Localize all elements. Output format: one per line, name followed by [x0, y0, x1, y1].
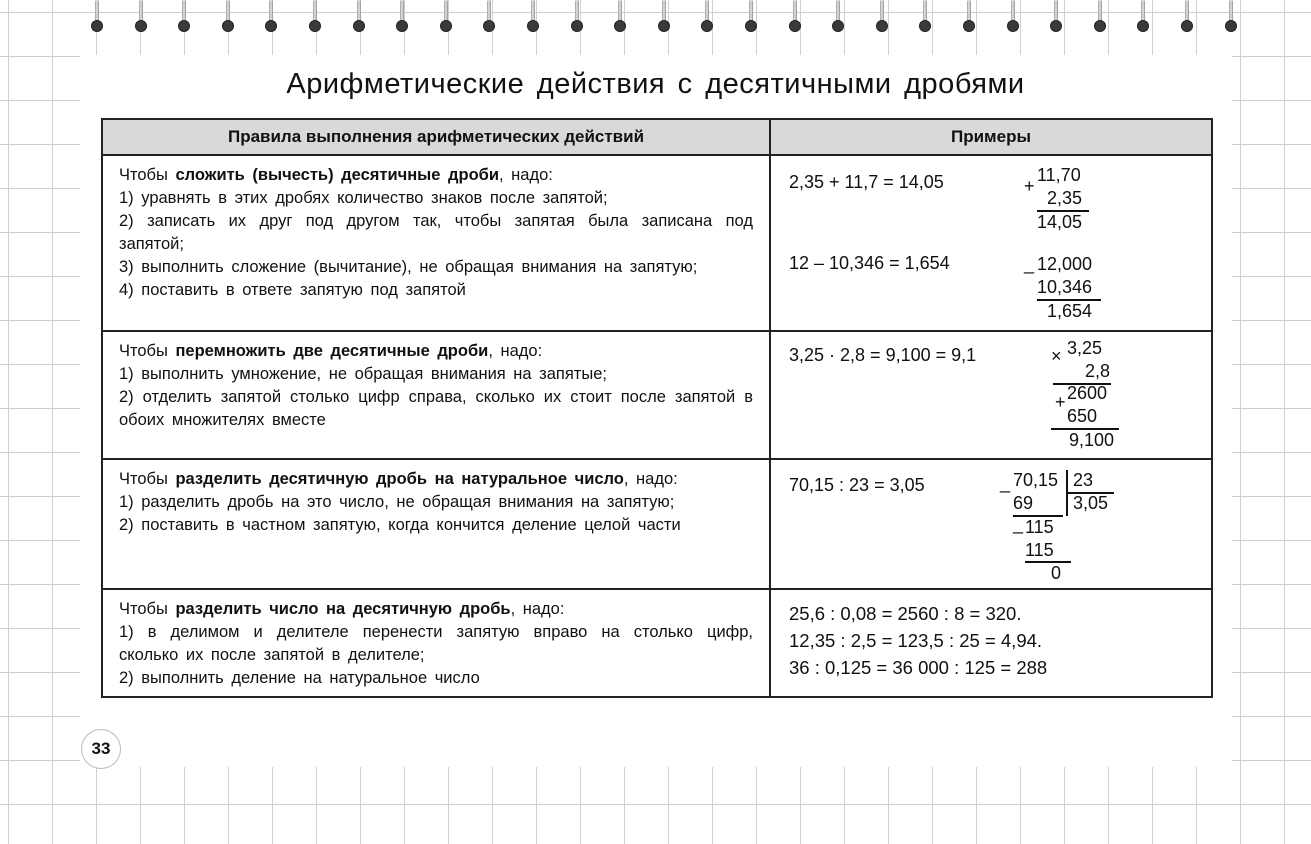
spiral-ring	[1224, 0, 1238, 34]
column-rule-line	[1025, 561, 1071, 563]
spiral-ring	[308, 0, 322, 34]
partial-product: 650	[1067, 406, 1098, 426]
rule-cell-addition: Чтобы сложить (вычесть) десятичные дроби, надо: 1) уравнять в этих дробях количество знаков после запятой; 2) записать их друг под другом так, чтобы запятая была записана под запятой; 3) выполнить сложение (вычитание), не обращая внимания на запятую; 4) поставить в ответе запятую под запятой	[102, 155, 770, 331]
rule-step: 4) поставить в ответе запятую под запятой	[119, 281, 466, 299]
spiral-ring	[482, 0, 496, 34]
page-number: 33	[81, 729, 121, 769]
header-examples: Примеры	[770, 119, 1212, 155]
rule-step: 2) записать их друг под другом так, чтобы запятая была записана под запятой;	[119, 212, 753, 253]
column-top: 11,70	[1037, 165, 1081, 185]
spiral-ring	[788, 0, 802, 34]
plus-sign: +	[1024, 176, 1035, 196]
example-cell-multiplication	[770, 331, 1212, 459]
spiral-ring	[352, 0, 366, 34]
example-equation: 12 – 10,346 = 1,654	[789, 253, 950, 273]
example-cell-division-decimal	[770, 589, 1212, 697]
minus-sign: _	[1024, 254, 1035, 274]
spiral-ring	[1136, 0, 1150, 34]
remainder: 115	[1025, 517, 1054, 537]
example-equation: 70,15 : 23 = 3,05	[789, 475, 925, 495]
table-row	[102, 155, 1212, 331]
column-top: 3,25	[1067, 338, 1103, 358]
spiral-ring	[831, 0, 845, 34]
spiral-ring	[918, 0, 932, 34]
spiral-ring	[439, 0, 453, 34]
column-top: 12,000	[1037, 254, 1093, 274]
minus-sign: _	[1000, 473, 1011, 493]
rule-cell-division-decimal: Чтобы разделить число на десятичную дробь, надо: 1) в делимом и делителе перенести запятую вправо на столько цифр, сколько их после запятой в делителе; 2) выполнить деление на натуральное число	[102, 589, 770, 697]
column-bottom: 2,35	[1047, 188, 1083, 208]
multiply-sign: ×	[1051, 346, 1062, 366]
spiral-ring	[570, 0, 584, 34]
spiral-ring	[875, 0, 889, 34]
spiral-ring	[700, 0, 714, 34]
example-equation: 12,35 : 2,5 = 123,5 : 25 = 4,94.	[789, 630, 1043, 651]
partial-product: 2600	[1067, 383, 1108, 403]
page-title: Арифметические действия с десятичными дробями	[286, 68, 1025, 100]
header-rules: Правила выполнения арифметических действий	[102, 119, 770, 155]
spiral-ring	[1006, 0, 1020, 34]
column-result: 9,100	[1069, 430, 1115, 450]
rule-step: 2) отделить запятой столько цифр справа, сколько их стоит после запятой в обоих множителях вместе	[119, 388, 753, 429]
spiral-ring	[613, 0, 627, 34]
table-header-row	[102, 119, 1212, 155]
table-row	[102, 331, 1212, 459]
divisor: 23	[1073, 470, 1094, 490]
example-equation: 36 : 0,125 = 36 000 : 125 = 288	[789, 657, 1048, 678]
spiral-ring	[1180, 0, 1194, 34]
spiral-ring	[134, 0, 148, 34]
rule-step: 2) выполнить деление на натуральное число	[119, 669, 480, 687]
rule-step: 3) выполнить сложение (вычитание), не обращая внимания на запятую;	[119, 258, 698, 276]
example-equation: 2,35 + 11,7 = 14,05	[789, 172, 944, 192]
table-row	[102, 459, 1212, 589]
spiral-binding	[0, 0, 1311, 40]
spiral-ring	[1049, 0, 1063, 34]
example-equation: 3,25 · 2,8 = 9,100 = 9,1	[789, 345, 977, 365]
spiral-ring	[177, 0, 191, 34]
column-bottom: 10,346	[1037, 277, 1093, 297]
subtrahend: 69	[1013, 493, 1034, 513]
rule-keyword: разделить десятичную дробь на натуральное число	[175, 470, 624, 488]
rule-step: 1) разделить дробь на это число, не обращая внимания на запятую;	[119, 493, 675, 511]
column-result: 1,654	[1047, 301, 1093, 321]
spiral-ring	[221, 0, 235, 34]
example-equation: 25,6 : 0,08 = 2560 : 8 = 320.	[789, 603, 1022, 624]
example-cell-addition	[770, 155, 1212, 331]
rule-step: 2) поставить в частном запятую, когда кончится деление целой части	[119, 516, 681, 534]
rule-keyword: сложить (вычесть) десятичные дроби	[175, 166, 499, 184]
spiral-ring	[962, 0, 976, 34]
dividend: 70,15	[1013, 470, 1059, 490]
remainder: 0	[1051, 563, 1062, 583]
column-result: 14,05	[1037, 212, 1083, 232]
table-row	[102, 589, 1212, 697]
spiral-ring	[657, 0, 671, 34]
spiral-ring	[526, 0, 540, 34]
quotient: 3,05	[1073, 493, 1109, 513]
example-cell-division-natural	[770, 459, 1212, 589]
rule-step: 1) выполнить умножение, не обращая внимания на запятые;	[119, 365, 607, 383]
subtrahend: 115	[1025, 540, 1054, 560]
spiral-ring	[1093, 0, 1107, 34]
plus-sign: +	[1055, 392, 1066, 412]
rule-step: 1) уравнять в этих дробях количество знаков после запятой;	[119, 189, 608, 207]
spiral-ring	[90, 0, 104, 34]
spiral-ring	[744, 0, 758, 34]
rule-keyword: разделить число на десятичную дробь	[175, 600, 511, 618]
column-bottom: 2,8	[1085, 361, 1111, 381]
rules-table	[101, 118, 1213, 698]
rule-cell-division-natural: Чтобы разделить десятичную дробь на натуральное число, надо: 1) разделить дробь на это число, не обращая внимания на запятую; 2) поставить в частном запятую, когда кончится деление целой части	[102, 459, 770, 589]
rule-cell-multiplication: Чтобы перемножить две десятичные дроби, надо: 1) выполнить умножение, не обращая внимания на запятые; 2) отделить запятой столько цифр справа, сколько их стоит после запятой в обоих множителях вместе	[102, 331, 770, 459]
spiral-ring	[264, 0, 278, 34]
rule-keyword: перемножить две десятичные дроби	[175, 342, 489, 360]
minus-sign: _	[1013, 514, 1024, 534]
rule-step: 1) в делимом и делителе перенести запятую вправо на столько цифр, сколько их после запятой в делителе;	[119, 623, 753, 664]
spiral-ring	[395, 0, 409, 34]
